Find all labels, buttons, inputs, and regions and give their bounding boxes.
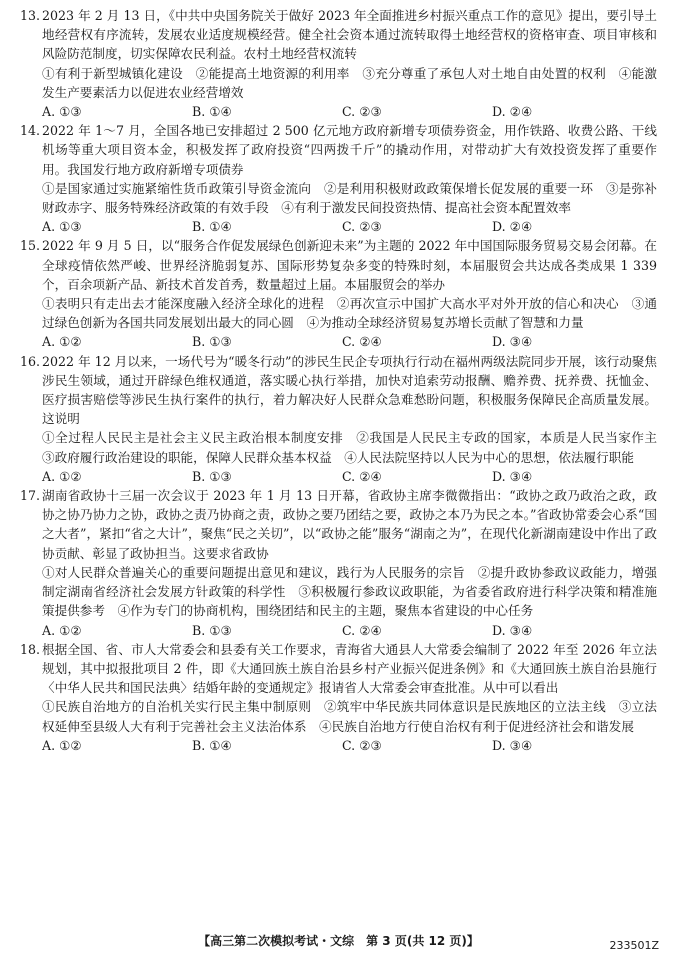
statement-options: ①全过程人民民主是社会主义民主政治根本制度安排 ②我国是人民民主专政的国家，本质是人民当家作主 ③政府履行政治建设的职能，保障人民群众基本权益 ④人民法院坚持以人民为中心的思想，依法履行职能 <box>42 430 670 465</box>
answer-choice[interactable]: B. ①④ <box>192 219 232 235</box>
answer-choice[interactable]: A. ①③ <box>42 219 82 235</box>
answer-choice[interactable]: C. ②③ <box>342 219 382 235</box>
answer-choice[interactable]: A. ①② <box>42 468 82 484</box>
question-16 <box>20 352 670 486</box>
question-stem: 2023 年 2 月 13 日，《中共中央国务院关于做好 2023 年全面推进乡村振兴重点工作的意见》提出，要引导土地经营权有序流转，发展农业适度规模经营。健全社会资本通过流转取得土地经营权的资格审查、项目审核和风险防范制度，切实保障农民利益。农村土地经营权流转 <box>42 8 657 62</box>
answer-choice[interactable]: D. ③④ <box>492 334 533 350</box>
answer-choice[interactable]: B. ①④ <box>192 737 232 753</box>
statement-options: ①民族自治地方的自治机关实行民主集中制原则 ②筑牢中华民族共同体意识是民族地区的立法主线 ③立法权延伸至县级人大有利于完善社会主义法治体系 ④民族自治地方行使自治权有利于促进经济社会和谐发展 <box>42 699 657 734</box>
answer-choice[interactable]: C. ②③ <box>342 737 382 753</box>
answer-choice[interactable]: B. ①③ <box>192 622 232 638</box>
answer-choice[interactable]: D. ③④ <box>492 468 533 484</box>
question-number: 16. <box>20 353 41 369</box>
answer-choice[interactable]: D. ②④ <box>492 219 533 235</box>
answer-choice[interactable]: C. ②④ <box>342 468 382 484</box>
answer-choice[interactable]: C. ②④ <box>342 334 382 350</box>
question-list <box>20 6 670 755</box>
answer-choice[interactable]: C. ②③ <box>342 104 382 120</box>
footer-code: 233501Z <box>609 939 659 952</box>
answer-choices <box>42 217 657 236</box>
answer-choice[interactable]: D. ③④ <box>492 737 533 753</box>
statement-options: ①对人民群众普遍关心的重要问题提出意见和建议，践行为人民服务的宗旨 ②提升政协参政议政能力，增强制定湖南省经济社会发展方针政策的科学性 ③积极履行参政议政职能，为省委省政府进行科学决策和精准施策提供参考 ④作为专门的协商机构，围绕团结和民主的主题，聚焦本省建设的中心任务 <box>42 564 657 619</box>
answer-choices <box>42 102 657 121</box>
question-stem: 根据全国、省、市人大常委会和县委有关工作要求，青海省大通县人大常委会编制了 2022 年至 2026 年立法规划，其中拟报批项目 2 件，即《大通回族土族自治县乡村产业振兴促进条例》和《大通回族土族自治县施行〈中华人民共和国民法典〉结婚年龄的变通规定》报请省人大常委会审查批准。从中可以看出 <box>42 641 657 696</box>
statement-options: ①是国家通过实施紧缩性货币政策引导资金流向 ②是利用积极财政政策保增长促发展的重要一环 ③是弥补财政赤字、服务特殊经济政策的有效手段 ④有利于激发民间投资热情、提高社会资本配置效率 <box>42 180 657 216</box>
question-number: 18. <box>20 641 41 657</box>
answer-choice[interactable]: B. ①③ <box>192 334 232 350</box>
answer-choices <box>42 332 657 351</box>
answer-choice[interactable]: B. ①④ <box>192 104 232 120</box>
answer-choices <box>42 467 657 486</box>
question-14 <box>20 121 657 236</box>
statement-options: ①表明只有走出去才能深度融入经济全球化的进程 ②再次宣示中国扩大高水平对外开放的信心和决心 ③通过绿色创新为各国共同发展划出最大的同心圆 ④为推动全球经济贸易复苏增长贡献了智慧和力量 <box>42 296 657 331</box>
answer-choice[interactable]: C. ②④ <box>342 622 382 638</box>
answer-choices <box>42 736 657 755</box>
answer-choice[interactable]: A. ①② <box>42 334 82 350</box>
answer-choice[interactable]: D. ③④ <box>492 622 533 638</box>
answer-choice[interactable]: A. ①③ <box>42 104 82 120</box>
question-number: 17. <box>20 488 41 504</box>
answer-choice[interactable]: D. ②④ <box>492 104 533 120</box>
question-number: 14. <box>20 123 41 139</box>
footer-title: 【高三第二次模拟考试・文综 第 3 页(共 12 页)】 <box>198 934 479 948</box>
question-17 <box>20 486 657 640</box>
question-13 <box>20 6 657 121</box>
question-stem: 2022 年 9 月 5 日，以“服务合作促发展绿色创新迎未来”为主题的 2022 年中国国际服务贸易交易会闭幕。在全球疫情依然严峻、世界经济脆弱复苏、国际形势复杂多变的特殊时刻，本届服贸会共达成各类成果 1 339 个，百余项新产品、新技术首发首秀，数量超过上届。本届服贸会的举办 <box>42 238 657 292</box>
question-15 <box>20 236 657 351</box>
question-stem: 湖南省政协十三届一次会议于 2023 年 1 月 13 日开幕，省政协主席李微微指出：“政协之政乃政治之政，政协之协乃协力之协，政协之责乃协商之责，政协之要乃团结之要，政协之本乃为民之本。”省政协常委会心系“国之大者”，紧扣“省之大计”，聚焦“民之关切”，以“政协之能”服务“湖南之为”，在现代化新湖南建设中作出了政协贡献、彰显了政协担当。这要求省政协 <box>42 488 657 561</box>
answer-choices <box>42 621 657 640</box>
question-stem: 2022 年 12 月以来，一场代号为“暖冬行动”的涉民生民企专项执行行动在福州两级法院同步开展，该行动聚焦涉民生领域，通过开辟绿色维权通道，落实暖心执行举措，加快对追索劳动报酬、赡养费、抚养费、抚恤金、医疗损害赔偿等涉民生执行案件的执行，着力解决好人民群众急难愁盼问题，积极服务保障民企高质量发展。这说明 <box>42 353 657 427</box>
question-stem: 2022 年 1～7 月，全国各地已安排超过 2 500 亿元地方政府新增专项债券资金，用作铁路、收费公路、干线机场等重大项目资本金，积极发挥了政府投资“四两拨千斤”的撬动作用，对带动扩大有效投资发挥了重要作用。我国发行地方政府新增专项债券 <box>42 123 657 177</box>
answer-choice[interactable]: B. ①③ <box>192 468 232 484</box>
question-18 <box>20 640 657 755</box>
statement-options: ①有利于新型城镇化建设 ②能提高土地资源的利用率 ③充分尊重了承包人对土地自由处置的权利 ④能激发生产要素活力以促进农业经营增效 <box>42 65 657 100</box>
question-number: 13. <box>20 8 41 23</box>
answer-choice[interactable]: A. ①② <box>42 737 82 753</box>
question-number: 15. <box>20 238 41 254</box>
answer-choice[interactable]: A. ①② <box>42 622 82 638</box>
